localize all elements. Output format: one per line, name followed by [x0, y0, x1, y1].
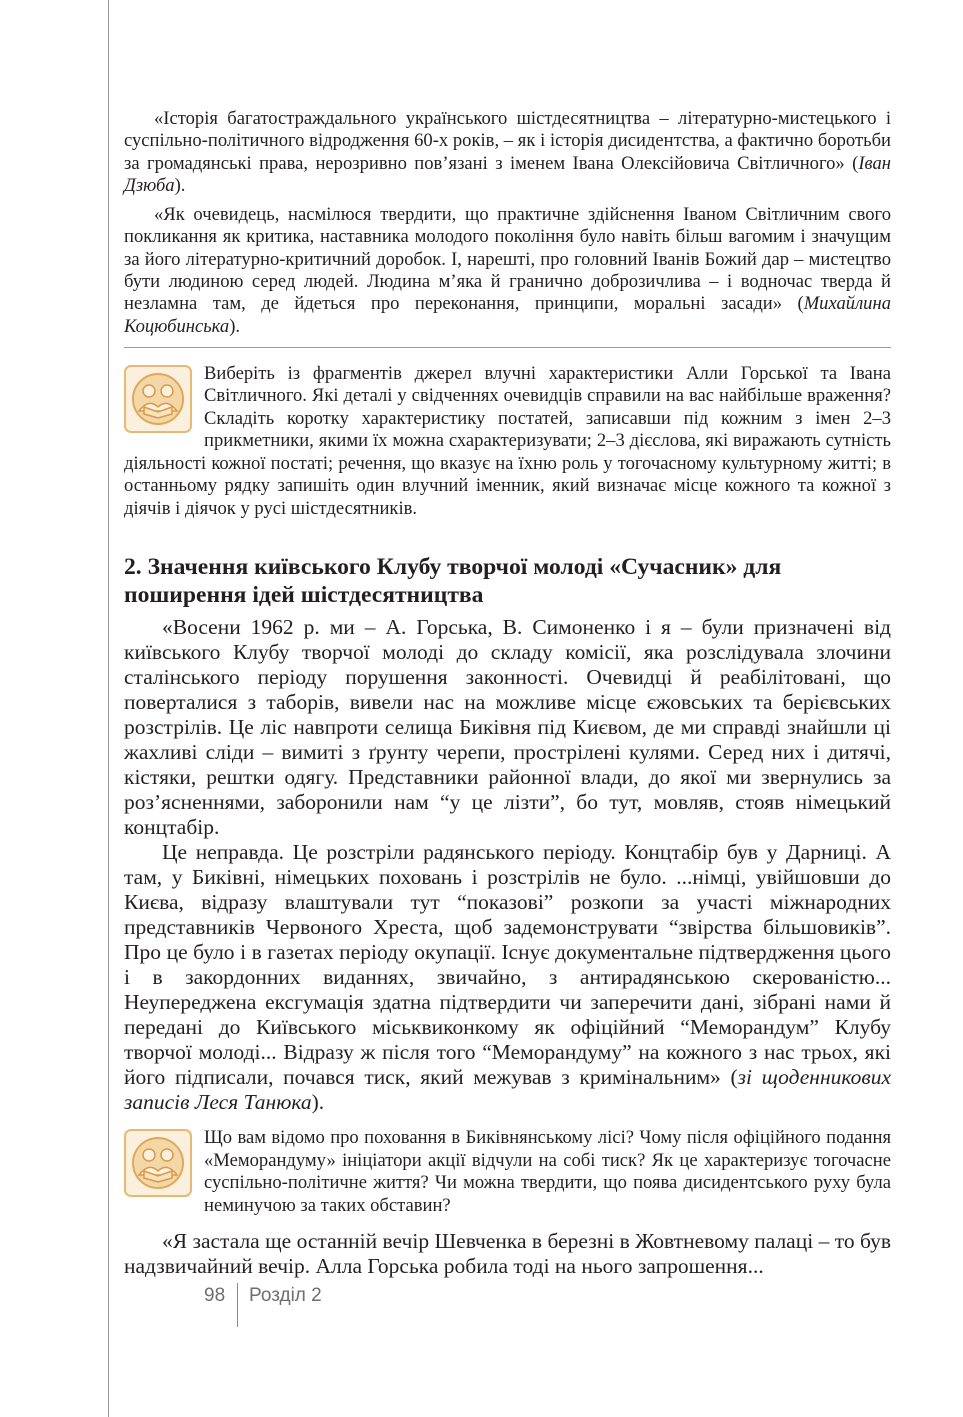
quote-author: Михайлина Коцюбинська [124, 293, 891, 337]
body-paragraph-1: «Восени 1962 р. ми – А. Горська, В. Симоненко і я – були призначені від київського Клубу творчої молоді до складу комісії, яка розслідувала злочини сталінського періоду порушення законності. Очевидці й реабілітовані, що поверталися з таборів, вивели нас на можливе місце єжовських та берієвських розстрілів. Це ліс навпроти селища Биківня під Києвом, де ми справді знайшли ці жахливі сліди – вимиті з ґрунту черепи, прострілені кулями. Серед них і дитячі, кістяки, рештки одягу. Представники районної влади, до якої ми звернулись за роз’ясненнями, заборонили нам “у це лізти”, бо тут, мовляв, стояв німецький концтабір. [124, 615, 891, 840]
body-paragraph-3: «Я застала ще останній вечір Шевченка в березні в Жовтневому палаці – то був надзвичайний вечір. Алла Горська робила тоді на нього запрошення... [124, 1229, 891, 1279]
task-text-1: Виберіть із фрагментів джерел влучні характеристики Алли Горської та Івана Світличного. Які деталі у свідченнях очевидців справили на вас найбільше враження? Складіть коротку характеристику постатей, записавши під кожним з імен 2–3 прикметники, якими їх можна схарактеризувати; 2–3 дієслова, які виражають сутність діяльності кожної постаті; речення, що вказує на їхню роль у тогочасному культурному житті; в останньому рядку запишіть один влучний іменник, який визначає місце кожного та кожної з діячів і діячок у русі шістдесятників. [124, 362, 891, 519]
reading-people-icon [124, 1129, 192, 1197]
page-content [124, 108, 891, 1279]
section-label: Розділ 2 [249, 1285, 322, 1306]
quote-dzyuba: «Історія багатостраждального українського шістдесятництва – літературно-мистецького і суспільно-політичного відродження 60-х років, – як і історія дисидентства, а фактично боротьби за громадянські права, нерозривно пов’язані з іменем Івана Олексійовича Світличного» (Іван Дзюба). [124, 108, 891, 196]
quote-kotsyubynska: «Як очевидець, насмілюся твердити, що практичне здійснення Іваном Світличним свого покликання як критика, наставника молодого покоління було навіть більш вагомим і значущим за його літературно-критичний доробок. І, нарешті, про головний Іванів Божий дар – мистецтво бути людиною серед людей. Людина м’яка й гранично доброзичлива – і водночас тверда й незламна там, де йдеться про переконання, принципи, моральні засади» (Михайлина Коцюбинська). [124, 204, 891, 337]
task-block-1 [124, 363, 891, 521]
section-divider [124, 347, 891, 348]
task-block-2 [124, 1127, 891, 1217]
page-number: 98 [204, 1285, 226, 1306]
reading-people-icon [124, 365, 192, 433]
footer-separator [237, 1283, 238, 1327]
quote-author: зі щоденникових записів Леся Танюка [124, 1065, 891, 1115]
task-text-2: Що вам відомо про поховання в Биківнянському лісі? Чому після офіційного подання «Меморандуму» ініціатори акції відчули на собі тиск? Як це характеризує тогочасне суспільно-політичне життя? Чи можна твердити, що поява дисидентського руху була неминучою за таких обставин? [204, 1127, 891, 1216]
page-margin-rule [108, 0, 109, 1417]
section-heading: 2. Значення київського Клубу творчої молоді «Сучасник» для поширення ідей шістдесятництва [124, 554, 782, 609]
quote-author: Іван Дзюба [124, 152, 891, 196]
body-paragraph-2: Це неправда. Це розстріли радянського періоду. Концтабір був у Дарниці. А там, у Биківні, німецьких поховань і розстрілів не було. ...німці, увійшовши до Києва, відразу влаштували тут “показові” розкопи за участі міжнародних представників Червоного Хреста, щоб задемонструвати “звірства більшовиків”. Про це було і в газетах періоду окупації. Існує документальне підтвердження цього і в закордонних виданнях, звичайно, з антирадянською скерованістю... Неупереджена ексгумація здатна підтвердити чи заперечити дані, зібрані нами й передані до Київського міськвиконкому як офіційний “Меморандум” Клубу творчої молоді... Відразу ж після того “Меморандуму” на кожного з нас трьох, які його підписали, почався тиск, який межував з кримінальним» (зі щоденникових записів Леся Танюка). [124, 840, 891, 1115]
